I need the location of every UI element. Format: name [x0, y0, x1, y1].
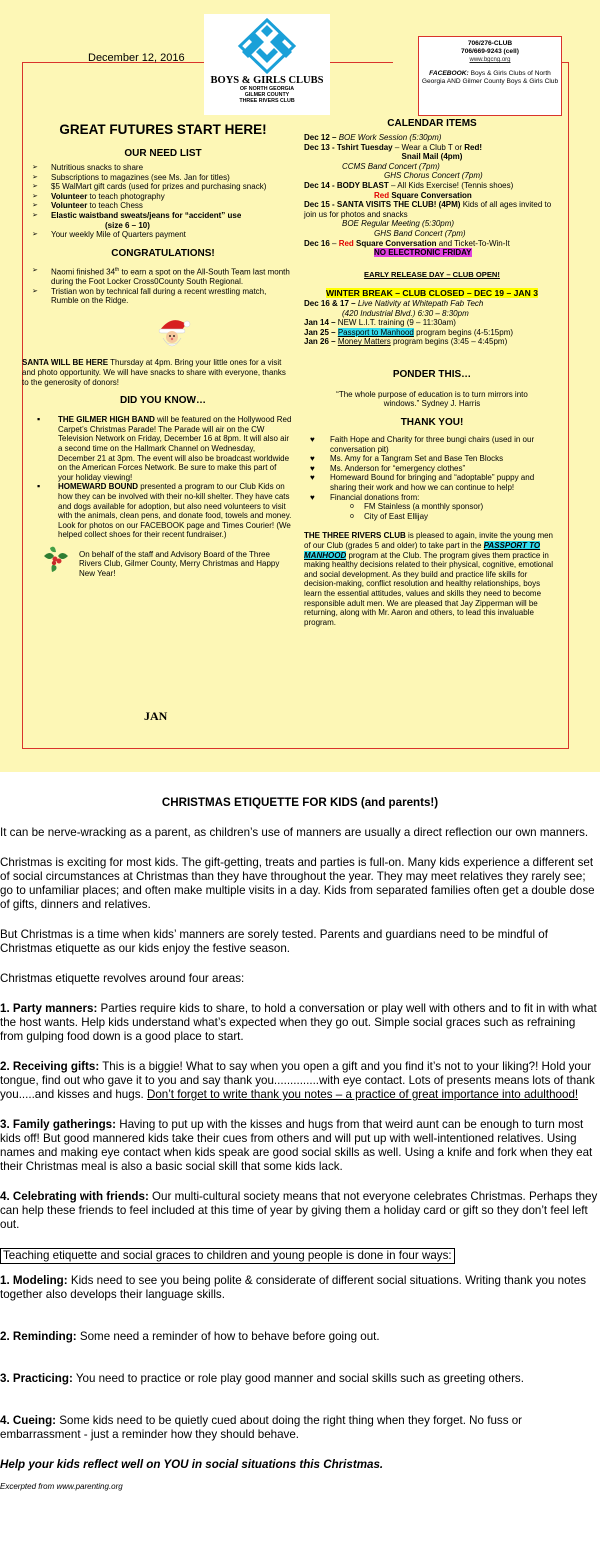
list-item: Dec 13 - Tshirt Tuesday – Wear a Club T or Red! [304, 142, 482, 152]
list-item: ♥ Ms. Anderson for “emergency clothes” [304, 464, 560, 474]
list-item: Dec 14 - BODY BLAST – All Kids Exercise! (Tennis shoes) [304, 180, 514, 190]
tagline: GREAT FUTURES START HERE! [59, 122, 267, 137]
list-item: ▪ HOMEWARD BOUND presented a program to our Club Kids on how they can be involved with their no-kill shelter. They have cats and dogs available for adoption, but also need volunteers to visit with the animals, clean pens, and donate food, towels and money. Look for photos on our FACEBOOK page and Times Courier! (We helped collect shoes for their recent fundraiser.) [32, 482, 294, 540]
paragraph: 4. Cueing: Some kids need to be quietly cued about doing the right thing when they forget. No fuss or embarrassment - just a reminder how they should behave. [0, 1414, 523, 1441]
facebook-info: FACEBOOK: Boys & Girls Clubs of North Georgia AND Gilmer County Boys & Girls Club [421, 70, 559, 85]
holly-icon [42, 544, 70, 574]
ponder-heading: PONDER THIS… [392, 368, 472, 380]
paragraph: It can be nerve-wracking as a parent, as children’s use of manners are usually a direct reflection our own manners. [0, 826, 589, 839]
list-item: ➢ Naomi finished 34th to earn a spot on the All-South Team last month during the Foot Locker Cross0County South Regional. [32, 266, 294, 287]
list-item: ➢ Volunteer to teach Chess [32, 201, 294, 211]
right-column [304, 118, 560, 627]
ponder-quote: “The whole purpose of education is to turn mirrors into windows.” Sydney J. Harris [336, 389, 528, 409]
thank-you-list [304, 435, 560, 502]
congrats-heading: CONGRATULATIONS! [111, 247, 215, 259]
newsletter-date: December 12, 2016 [88, 52, 185, 64]
list-item: Jan 26 – Money Matters program begins (3:45 – 4:45pm) [304, 337, 508, 347]
list-item: ➢ Volunteer to teach photography [32, 192, 294, 202]
congrats-list [32, 266, 294, 306]
santa-notice: SANTA WILL BE HERE Thursday at 4pm. Bring your little ones for a visit and photo opportunity. We will have snacks to share with everyone, thanks to the generosity of donors! [22, 358, 286, 387]
list-item: Dec 16 – Red Square Conversation and Ticket-To-Win-It [304, 238, 510, 248]
list-item: Dec 12 – BOE Work Session (5:30pm) [304, 133, 442, 142]
paragraph: 1. Party manners: Parties require kids to share, to hold a conversation or play well with others and to fit in with what the host wants. Help kids understand what’s expected when they go out. Simple social graces such as refraining from gulping food down is a good place to start. [0, 1002, 597, 1043]
closing-message: On behalf of the staff and Advisory Board of the Three Rivers Club, Gilmer County, Merry Christmas and Happy New Year! [32, 550, 294, 579]
paragraph: 3. Family gatherings: Having to put up with the kisses and hugs from that weird aunt can be enough to turn most kids off! But good mannered kids take their cues from others and will put up with well-intentioned relatives. Using names and making eye contact when kids speak are good social skills as well. Using a knife and fork when they eat their Christmas meal is also a basic social skill that some kids lack. [0, 1118, 593, 1173]
list-item: Dec 16 & 17 – Live Nativity at Whitepath Fab Tech [304, 298, 484, 308]
list-item: Jan 14 – NEW L.I.T. training (9 – 11:30am) [304, 318, 456, 328]
list-item: ➢ Elastic waistband sweats/jeans for “accident” use (size 6 – 10) [32, 211, 294, 230]
need-list [32, 163, 294, 240]
article-source: Excerpted from www.parenting.org [0, 1482, 123, 1491]
paragraph: Christmas is exciting for most kids. The gift-getting, treats and parties is full-on. Many kids experience a different set of social circumstances at Christmas than they have throughout the year. They may meet relatives they rarely see; go to unfamiliar places; and often make multiple visits in a day. Kids from separated families often get a double dose of gifts, dinners and relatives. [0, 856, 595, 911]
list-item: ➢ Your weekly Mile of Quarters payment [32, 230, 294, 240]
calendar-heading: CALENDAR ITEMS [387, 118, 477, 129]
article-closing: Help your kids reflect well on YOU in social situations this Christmas. [0, 1458, 384, 1471]
list-item: ➢ Subscriptions to magazines (see Ms. Jan for titles) [32, 173, 294, 183]
newsletter [0, 0, 600, 772]
contact-box [418, 36, 562, 116]
list-item: ➢ $5 WalMart gift cards (used for prizes and purchasing snack) [32, 182, 294, 192]
teaching-heading: Teaching etiquette and social graces to children and young people is done in four ways: [0, 1248, 455, 1264]
list-item: o City of East Ellijay [350, 512, 560, 522]
list-item: ➢ Tristian won by technical fall during a recent wrestling match, Rumble on the Ridge. [32, 287, 294, 306]
paragraph: 2. Receiving gifts: This is a biggie! What to say when you open a gift and you find it’s not to your liking?! Hold your tongue, find out who gave it to you and say thank you..............with eye contact. Lots of presents means lots of thank you.....and kisses and hugs. Don’t forget to write thank you notes – a practice of great importance into adulthood! [0, 1060, 595, 1101]
club-logo-icon [234, 18, 300, 74]
paragraph: Christmas etiquette revolves around four areas: [0, 972, 245, 985]
list-item: Jan 25 – Passport to Manhood program begins (4-5:15pm) [304, 327, 514, 337]
club-logo: BOYS & GIRLS CLUBS OF NORTH GEORGIA GILMER COUNTY THREE RIVERS CLUB [204, 14, 330, 115]
passport-paragraph: THE THREE RIVERS CLUB is pleased to again, invite the young men of our Club (grades 5 and older) to take part in the PASSPORT TO MANHOOD program at the Club. The program gives them practice in making healthy decisions related to their physical, cognitive, emotional and social development. As they build and practice life skills for decision-making, conflict resolution and healthy relationships, boys learn the essential attitudes, values and skills they need to become responsible adult men. We are pleased that Jay Zipperman will be returning, along with Mr. Aaron and others, to lead this invaluable program. [304, 531, 554, 627]
donor-list [350, 502, 560, 521]
etiquette-article [0, 796, 600, 1510]
paragraph: 2. Reminding: Some need a reminder of how to behave before going out. [0, 1330, 380, 1343]
thank-you-heading: THANK YOU! [400, 417, 464, 429]
paragraph: 3. Practicing: You need to practice or role play good manner and social skills such as greeting others. [0, 1372, 524, 1385]
list-item: ♥ Financial donations from: [304, 493, 560, 503]
left-column [22, 118, 294, 579]
calendar-items: Dec 12 – BOE Work Session (5:30pm) Dec 13 - Tshirt Tuesday – Wear a Club T or Red! Snail Mail (4pm) CCMS Band Concert (7pm) GHS Chorus Concert (7pm) Dec 14 - BODY BLAST – All Kids Exercise! (Tennis shoes) Red Square Conversation Dec 15 - SANTA VISITS THE CLUB! (4PM) Kids of all ages invited to join us for photos and snacks BOE Regular Meeting (5:30pm) GHS Band Concert (7pm) Dec 16 – Red Square Conversation and Ticket-To-Win-It NO ELECTRONIC FRIDAY EARLY RELEASE DAY – CLUB OPEN! WINTER BREAK – CLUB CLOSED – DEC 19 – JAN 3 Dec 16 & 17 – Live Nativity at Whitepath Fab Tech (420 Industrial Blvd.) 6:30 – 8:30pm Jan 14 – NEW L.I.T. training (9 – 11:30am) Jan 25 – Passport to Manhood program begins (4-5:15pm) Jan 26 – Money Matters program begins (3:45 – 4:45pm) [304, 133, 560, 347]
list-item: ▪ THE GILMER HIGH BAND will be featured on the Hollywood Red Carpet’s Christmas Parade! The Parade will air on the CW Television Network on Friday, December 16 at 8pm. It will also air a second time on the Hallmark Channel on Wednesday, December 21 at 3pm. The event will also be broadcast worldwide on the American Forces Network. Be sure to make this part of your holiday viewing! [32, 415, 294, 482]
early-release: EARLY RELEASE DAY – CLUB OPEN! [364, 269, 500, 279]
did-you-know-list [32, 415, 294, 540]
list-item: ➢ Nutritious snacks to share [32, 163, 294, 173]
need-list-heading: OUR NEED LIST [124, 148, 202, 159]
article-title: CHRISTMAS ETIQUETTE FOR KIDS (and parents!) [161, 796, 439, 809]
list-item: ♥ Faith Hope and Charity for three bungi chairs (used in our conversation pit) [304, 435, 560, 454]
paragraph: 1. Modeling: Kids need to see you being polite & considerate of different social situations. Writing thank you notes together also develops their language skills. [0, 1274, 587, 1301]
paragraph: But Christmas is a time when kids’ manners are sorely tested. Parents and guardians need to be mindful of Christmas etiquette as our kids enjoy the festive season. [0, 928, 548, 955]
did-you-know-heading: DID YOU KNOW… [120, 395, 206, 407]
santa-icon [152, 314, 192, 352]
signature: JAN [144, 709, 168, 723]
logo-name: BOYS & GIRLS CLUBS [210, 75, 324, 86]
list-item: o FM Stainless (a monthly sponsor) [350, 502, 560, 512]
list-item: ♥ Homeward Bound for bringing and “adoptable” puppy and sharing their work and how we can continue to help! [304, 473, 560, 492]
phone-main: 706/276-CLUB [467, 40, 513, 47]
winter-break: WINTER BREAK – CLUB CLOSED – DEC 19 – JAN 3 [325, 288, 538, 299]
no-electronic-badge: NO ELECTRONIC FRIDAY [374, 248, 472, 258]
phone-cell: 706/669-9243 (cell) [461, 48, 519, 55]
website-link[interactable]: www.bgcng.org [469, 57, 511, 63]
list-item: ♥ Ms. Amy for a Tangram Set and Base Ten Blocks [304, 454, 560, 464]
paragraph: 4. Celebrating with friends: Our multi-cultural society means that not everyone celebrates Christmas. Perhaps they can help these friends to feel included at this time of year by giving them a holiday card or gift so they don’t feel left out. [0, 1190, 598, 1231]
list-item: Dec 15 - SANTA VISITS THE CLUB! (4PM) Kids of all ages invited to join us for photos and snacks [304, 200, 552, 219]
